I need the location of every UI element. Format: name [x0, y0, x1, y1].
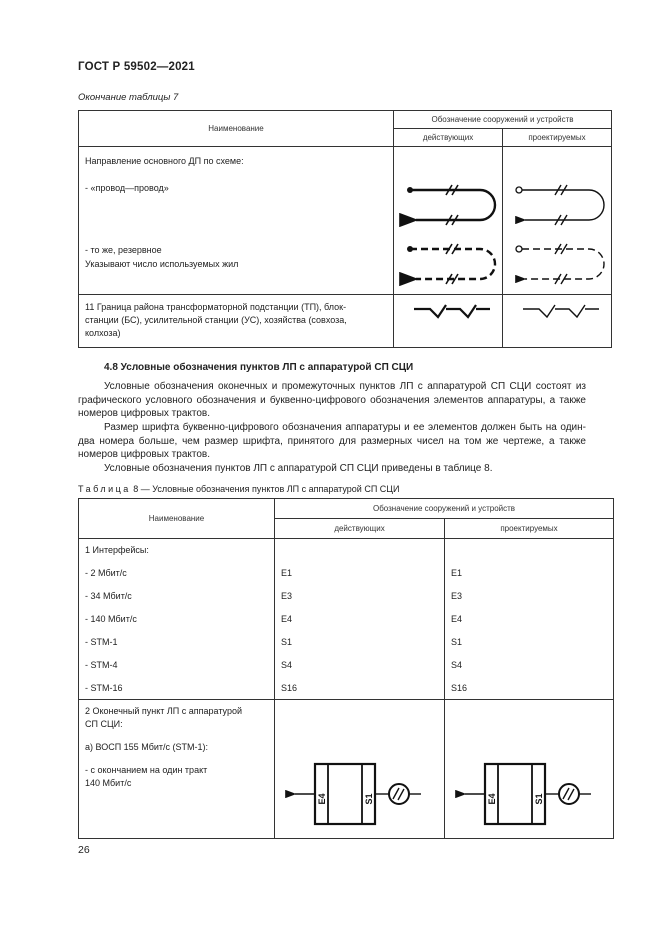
interface-name: - 140 Мбит/с: [85, 614, 137, 624]
table7-row-boundary-name: [79, 295, 394, 348]
interfaces-existing: [275, 539, 445, 700]
interface-planned-code: S1: [451, 637, 463, 647]
table-7: [78, 110, 612, 348]
terminal-item-2: 140 Мбит/с: [85, 778, 132, 788]
terminal-planned: [445, 700, 614, 839]
interface-existing-code: S1: [281, 637, 293, 647]
table7-caption: Окончание таблицы 7: [78, 92, 179, 103]
terminal-sub: а) ВОСП 155 Мбит/с (STM-1):: [85, 742, 208, 752]
table7-row-direction-name: [79, 147, 394, 295]
diagram-label-s1: S1: [364, 793, 374, 805]
terminal-title-1: 2 Оконечный пункт ЛП с аппаратурой: [85, 706, 242, 716]
table8-col-planned: проектируемых: [445, 519, 614, 539]
table7-col-existing: действующих: [394, 129, 503, 147]
table7-planned-symbols: [503, 147, 612, 295]
interfaces-planned: [445, 539, 614, 700]
boundary-line-3: колхоза): [85, 328, 121, 338]
interface-planned-code: Е3: [451, 591, 463, 601]
table8-col-group: Обозначение сооружений и устройств: [275, 499, 614, 519]
section-paragraph-1: Условные обозначения оконечных и промежуточных пунктов ЛП с аппаратурой СП СЦИ состоят из графического условного обозначения и буквенно-цифрового обозначения элементов аппаратуры, а также номеров цифровых трактов.: [78, 381, 586, 419]
direction-title: Направление основного ДП по схеме:: [85, 156, 244, 166]
interface-existing-code: Е1: [281, 568, 293, 578]
section-paragraph-3: Условные обозначения пунктов ЛП с аппаратурой СП СЦИ приведены в таблице 8.: [104, 463, 493, 474]
table7-existing-symbols: [394, 147, 503, 295]
interface-existing-code: S4: [281, 660, 293, 670]
direction-planned-symbol: [503, 147, 612, 292]
interface-name: - STM-1: [85, 637, 118, 647]
direction-note: Указывают число используемых жил: [85, 259, 239, 269]
terminal-item-1: - с окончанием на один тракт: [85, 765, 208, 775]
interface-name: - STM-16: [85, 683, 123, 693]
page-number: 26: [78, 844, 90, 856]
interface-planned-code: Е1: [451, 568, 463, 578]
interface-planned-code: S4: [451, 660, 463, 670]
interfaces-title: 1 Интерфейсы:: [85, 545, 149, 555]
diagram-label-s1: S1: [534, 793, 544, 805]
terminal-planned-symbol: [445, 700, 614, 836]
interface-name: - 2 Мбит/с: [85, 568, 127, 578]
terminal-title-2: СП СЦИ:: [85, 719, 123, 729]
interface-planned-code: Е4: [451, 614, 463, 624]
terminal-existing-symbol: [275, 700, 445, 836]
boundary-existing-symbol: [394, 295, 503, 345]
direction-existing-symbol: [394, 147, 503, 292]
table7-col-group: Обозначение сооружений и устройств: [394, 111, 612, 129]
section-paragraph-2: Размер шрифта буквенно-цифрового обозначения аппаратуры и ее элементов должен быть на один-два номера больше, чем размер шрифта, принятого для размерных чисел на том же чертеже, а также номеров цифровых трактов.: [78, 422, 586, 460]
table7-boundary-planned: [503, 295, 612, 348]
interface-existing-code: S16: [281, 683, 298, 693]
table7-col-name: Наименование: [79, 111, 394, 147]
direction-item-reserve: - то же, резервное: [85, 245, 162, 255]
table8-caption: Таблица 8 — Условные обозначения пунктов ЛП с аппаратурой СП СЦИ: [78, 484, 400, 494]
terminal-existing: [275, 700, 445, 839]
table7-col-planned: проектируемых: [503, 129, 612, 147]
interface-name: - 34 Мбит/с: [85, 591, 132, 601]
interface-planned-code: S16: [451, 683, 468, 693]
table8-col-name: Наименование: [79, 499, 275, 539]
boundary-line-1: 11 Граница района трансформаторной подстанции (ТП), блок-: [85, 302, 347, 312]
direction-item-wire: - «провод—провод»: [85, 183, 169, 193]
boundary-line-2: станции (БС), усилительной станции (УС), хозяйства (совхоза,: [85, 315, 347, 325]
table8-col-existing: действующих: [275, 519, 445, 539]
interface-name: - STM-4: [85, 660, 118, 670]
interface-existing-code: Е4: [281, 614, 293, 624]
interfaces-names: [79, 539, 275, 700]
diagram-label-e4: Е4: [487, 793, 497, 805]
diagram-label-e4: Е4: [317, 793, 327, 805]
table-8: [78, 498, 614, 839]
interface-existing-code: Е3: [281, 591, 293, 601]
document-header: ГОСТ Р 59502—2021: [78, 61, 195, 73]
table7-boundary-existing: [394, 295, 503, 348]
boundary-planned-symbol: [503, 295, 612, 345]
section-heading: 4.8 Условные обозначения пунктов ЛП с аппаратурой СП СЦИ: [104, 362, 414, 373]
terminal-name: [79, 700, 275, 839]
